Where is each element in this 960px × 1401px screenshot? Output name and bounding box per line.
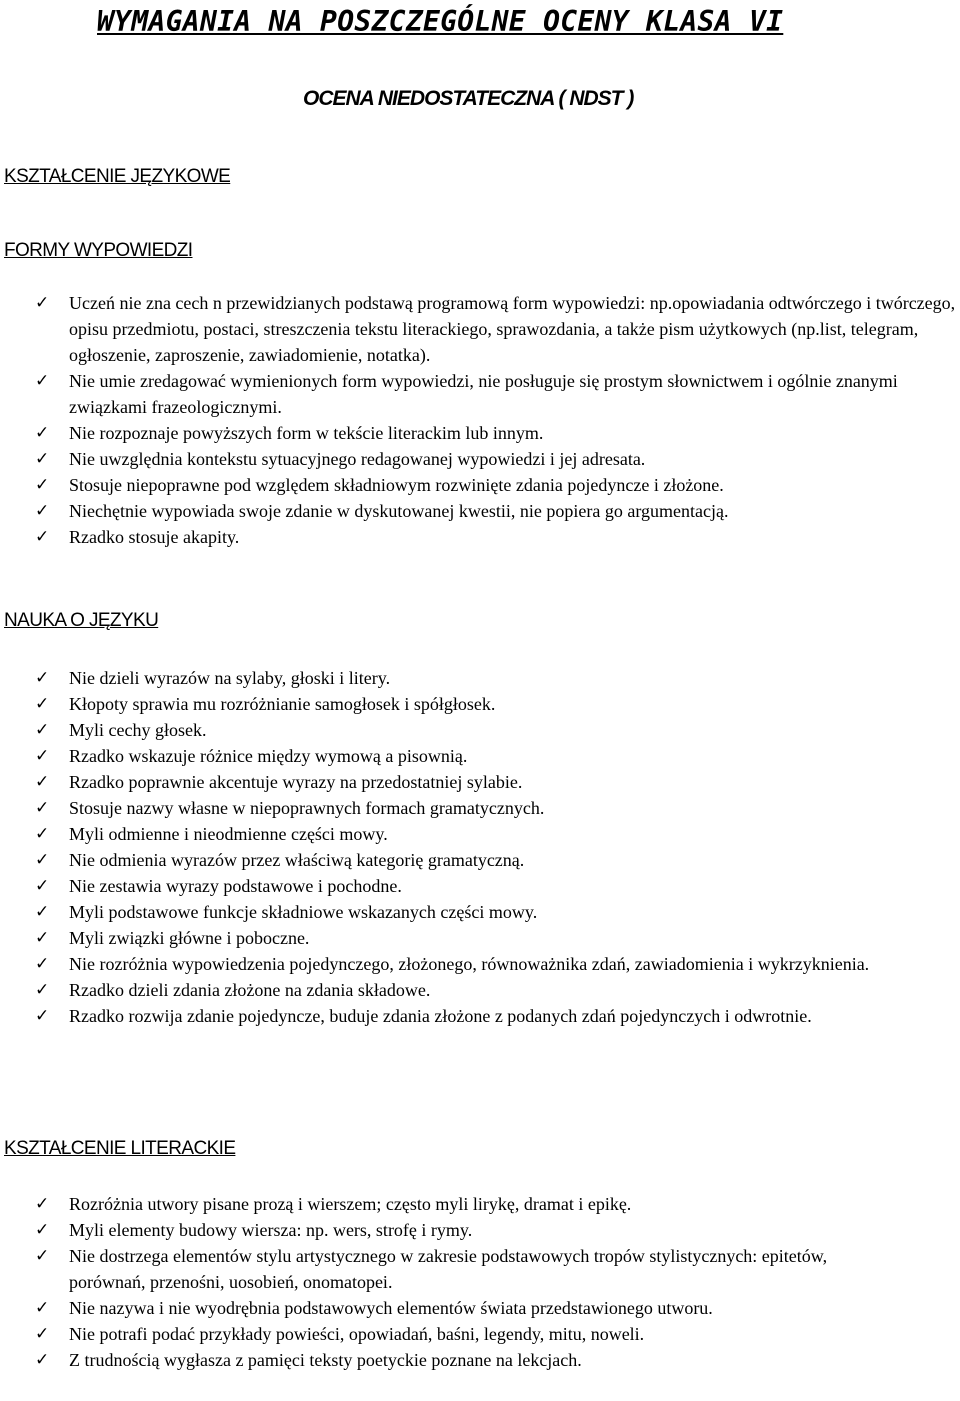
check-icon: ✓ (35, 902, 50, 922)
list-item-text: Rzadko rozwija zdanie pojedyncze, buduje zdania złożone z podanych zdań pojedynczych i odwrotnie. (69, 1006, 812, 1026)
list-item (0, 472, 960, 498)
list-item (0, 951, 960, 977)
list-item (0, 1347, 960, 1373)
formy-wypowiedzi-list (0, 290, 960, 550)
list-item-text: Nie uwzględnia kontekstu sytuacyjnego redagowanej wypowiedzi i jej adresata. (69, 449, 646, 469)
section-heading-ksztalcenie-jezykowe: KSZTAŁCENIE JĘZYKOWE (4, 166, 231, 187)
list-item-text: Myli cechy głosek. (69, 720, 207, 740)
list-item-text: Rzadko stosuje akapity. (69, 527, 240, 547)
section-heading-ksztalcenie-literackie: KSZTAŁCENIE LITERACKIE (4, 1138, 236, 1159)
list-item (0, 1321, 960, 1347)
list-item-text: Nie dostrzega elementów stylu artystycznego w zakresie podstawowych tropów stylistycznych: epitetów, (69, 1246, 828, 1266)
list-item-text: Myli elementy budowy wiersza: np. wers, strofę i rymy. (69, 1220, 473, 1240)
list-item-continuation: porównań, przenośni, uosobień, onomatopei. (69, 1272, 393, 1292)
list-item (0, 1295, 960, 1321)
list-item (0, 1191, 960, 1217)
list-item (0, 1003, 960, 1029)
check-icon: ✓ (35, 772, 50, 792)
check-icon: ✓ (35, 1298, 50, 1318)
ksztalcenie-literackie-list (0, 1191, 960, 1373)
list-item-text: Nie rozróżnia wypowiedzenia pojedynczego, złożonego, równoważnika zdań, zawiadomienia i wykrzyknienia. (69, 954, 870, 974)
list-item (0, 977, 960, 1003)
list-item (0, 873, 960, 899)
check-icon: ✓ (35, 1220, 50, 1240)
list-item-text: Nie rozpoznaje powyższych form w tekście literackim lub innym. (69, 423, 544, 443)
list-item-text: Rzadko poprawnie akcentuje wyrazy na przedostatniej sylabie. (69, 772, 523, 792)
list-item-text: Z trudnością wygłasza z pamięci teksty poetyckie poznane na lekcjach. (69, 1350, 582, 1370)
check-icon: ✓ (35, 928, 50, 948)
check-icon: ✓ (35, 1006, 50, 1026)
check-icon: ✓ (35, 954, 50, 974)
list-item-text: Stosuje nazwy własne w niepoprawnych formach gramatycznych. (69, 798, 545, 818)
check-icon: ✓ (35, 746, 50, 766)
nauka-o-jezyku-list (0, 665, 960, 1029)
check-icon: ✓ (35, 720, 50, 740)
list-item-text: Kłopoty sprawia mu rozróżnianie samogłosek i spółgłosek. (69, 694, 496, 714)
list-item-text: Nie zestawia wyrazy podstawowe i pochodne. (69, 876, 402, 896)
list-item-text: Myli związki główne i poboczne. (69, 928, 310, 948)
list-item (0, 420, 960, 446)
list-item (0, 795, 960, 821)
list-item (0, 524, 960, 550)
list-item-text: Uczeń nie zna cech n przewidzianych podstawą programową form wypowiedzi: np.opowiadania odtwórczego i twórczego, opisu przedmiotu, postaci, streszczenia tekstu literackiego, sprawozdania, a także pism użytkowych (np.list, telegram, ogłoszenie, zaproszenie, zawiadomienie, notatka). (69, 293, 956, 365)
list-item (0, 847, 960, 873)
list-item (0, 368, 960, 420)
list-item-text: Stosuje niepoprawne pod względem składniowym rozwinięte zdania pojedyncze i złożone. (69, 475, 724, 495)
list-item (0, 743, 960, 769)
list-item-text: Nie potrafi podać przykłady powieści, opowiadań, baśni, legendy, mitu, noweli. (69, 1324, 645, 1344)
list-item (0, 691, 960, 717)
section-heading-nauka-o-jezyku: NAUKA O JĘZYKU (4, 610, 159, 631)
list-item (0, 899, 960, 925)
grade-title: OCENA NIEDOSTATECZNA ( NDST ) (303, 87, 634, 110)
check-icon: ✓ (35, 980, 50, 1000)
list-item (0, 1243, 960, 1295)
list-item-text: Nie dzieli wyrazów na sylaby, głoski i litery. (69, 668, 391, 688)
main-title: WYMAGANIA NA POSZCZEGÓLNE OCENY KLASA VI (97, 5, 784, 38)
list-item-text: Niechętnie wypowiada swoje zdanie w dyskutowanej kwestii, nie popiera go argumentacją. (69, 501, 729, 521)
check-icon: ✓ (35, 423, 50, 443)
list-item-text: Rzadko dzieli zdania złożone na zdania składowe. (69, 980, 431, 1000)
list-item-text: Nie nazywa i nie wyodrębnia podstawowych elementów świata przedstawionego utworu. (69, 1298, 713, 1318)
list-item-text: Rzadko wskazuje różnice między wymową a pisownią. (69, 746, 468, 766)
check-icon: ✓ (35, 371, 50, 391)
list-item-text: Myli podstawowe funkcje składniowe wskazanych części mowy. (69, 902, 538, 922)
list-item (0, 821, 960, 847)
check-icon: ✓ (35, 475, 50, 495)
list-item (0, 769, 960, 795)
check-icon: ✓ (35, 1324, 50, 1344)
check-icon: ✓ (35, 798, 50, 818)
check-icon: ✓ (35, 293, 50, 313)
list-item (0, 717, 960, 743)
list-item-text: Rozróżnia utwory pisane prozą i wierszem; często myli lirykę, dramat i epikę. (69, 1194, 632, 1214)
section-heading-formy-wypowiedzi: FORMY WYPOWIEDZI (4, 240, 193, 261)
list-item (0, 665, 960, 691)
check-icon: ✓ (35, 1350, 50, 1370)
list-item-text: Nie umie zredagować wymienionych form wypowiedzi, nie posługuje się prostym słownictwem i ogólnie znanymi związkami frazeologicznymi. (69, 371, 898, 417)
list-item-text: Myli odmienne i nieodmienne części mowy. (69, 824, 388, 844)
check-icon: ✓ (35, 501, 50, 521)
check-icon: ✓ (35, 1194, 50, 1214)
list-item (0, 498, 960, 524)
list-item (0, 446, 960, 472)
list-item (0, 1217, 960, 1243)
check-icon: ✓ (35, 850, 50, 870)
check-icon: ✓ (35, 449, 50, 469)
list-item (0, 290, 960, 368)
check-icon: ✓ (35, 876, 50, 896)
check-icon: ✓ (35, 824, 50, 844)
list-item-text: Nie odmienia wyrazów przez właściwą kategorię gramatyczną. (69, 850, 525, 870)
check-icon: ✓ (35, 1246, 50, 1266)
check-icon: ✓ (35, 694, 50, 714)
list-item (0, 925, 960, 951)
check-icon: ✓ (35, 668, 50, 688)
check-icon: ✓ (35, 527, 50, 547)
